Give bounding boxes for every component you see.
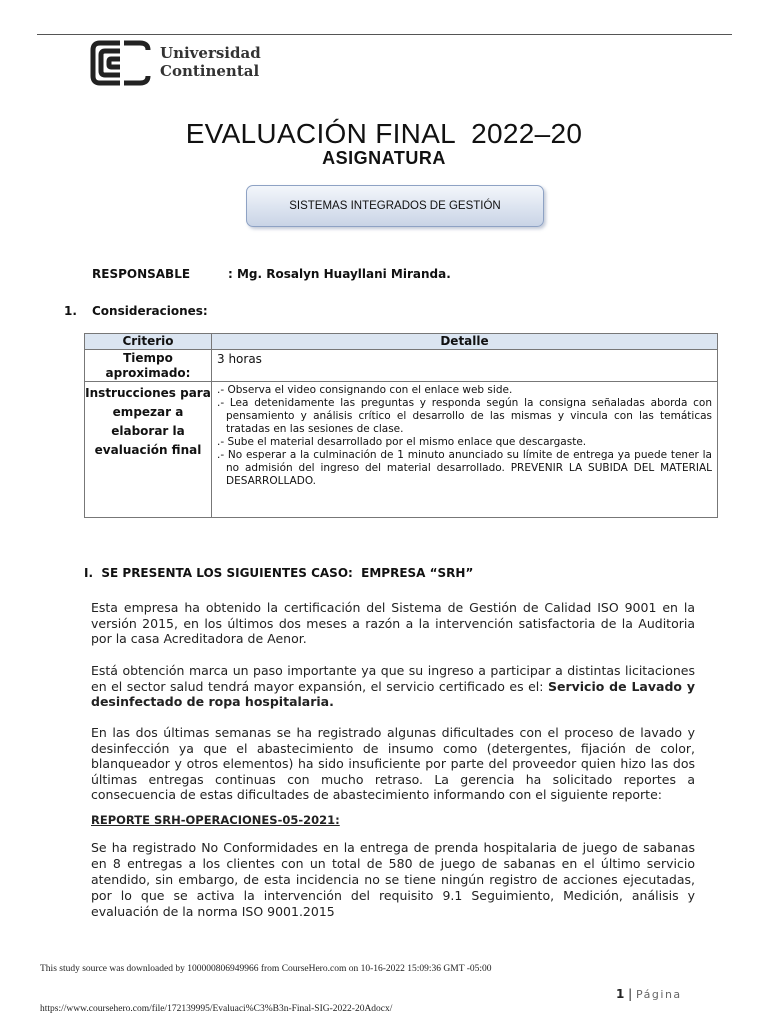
section-1-number: 1. [64, 304, 77, 318]
logo-line-1: Universidad [160, 44, 261, 62]
university-name [160, 44, 261, 80]
table-header-row [85, 334, 718, 350]
course-name: SISTEMAS INTEGRADOS DE GESTIÓN [289, 200, 501, 212]
page-separator: | [624, 987, 637, 1001]
service-name: Servicio de Lavado y desinfectado de ropa hospitalaria. [91, 678, 695, 709]
page-number-value: 1 [616, 987, 625, 1001]
paragraph-service [91, 663, 695, 710]
section-i-title: I. SE PRESENTA LOS SIGUIENTES CASO: EMPRESA “SRH” [84, 566, 474, 580]
header-detalle: Detalle [212, 334, 718, 350]
download-note: This study source was downloaded by 100000806949966 from CourseHero.com on 10-16-2022 15:09:36 GMT -05:00 [40, 964, 492, 974]
instructions-list [217, 384, 712, 488]
table-row [85, 350, 718, 382]
university-logo-icon [90, 40, 152, 86]
list-item: .- No esperar a la culminación de 1 minuto anunciado su límite de entrega ya puede tener la no admisión del ingreso del material desarrollado. PREVENIR LA SUBIDA DEL MATERIAL DESARROLLADO. [217, 449, 712, 487]
paragraph-difficulties: En las dos últimas semanas se ha registrado algunas dificultades con el proceso de lavado y desinfección ya que el abastecimiento de insumo como (detergentes, fijación de color, blanqueador y otros elementos) ha sido insuficiente por parte del proveedor quien hizo las dos últimas entregas continuas con mucho retraso. La gerencia ha solicitado reportes a consecuencia de estas dificultades de abastecimiento informando con el siguiente reporte: [91, 725, 695, 802]
responsable-label: RESPONSABLE [92, 267, 191, 281]
detail-time: 3 horas [212, 350, 718, 382]
logo-line-2: Continental [160, 62, 260, 80]
list-item: .- Lea detenidamente las preguntas y responda según la consigna señaladas aborda con pensamiento y análisis crítico el desarrollo de las mismas y vincula con las temáticas tratadas en las sesiones de clase. [217, 397, 712, 435]
detail-instructions [212, 382, 718, 518]
header-criterio: Criterio [85, 334, 212, 350]
responsable-value: : Mg. Rosalyn Huayllani Miranda. [228, 267, 451, 281]
criterion-instructions: Instrucciones para empezar a elaborar la evaluación final [85, 382, 212, 518]
page-number [616, 987, 682, 1001]
paragraph-certification: Esta empresa ha obtenido la certificación del Sistema de Gestión de Calidad ISO 9001 en la versión 2015, en los últimos dos meses a razón a la intervención satisfactoria de la Auditoria por la casa Acreditadora de Aenor. [91, 600, 695, 646]
table-row [85, 382, 718, 518]
list-item: .- Observa el video consignando con el enlace web side. [217, 384, 513, 396]
report-title: REPORTE SRH-OPERACIONES-05-2021: [91, 813, 340, 827]
page-label: Página [636, 988, 682, 1001]
list-item: .- Sube el material desarrollado por el mismo enlace que descargaste. [217, 436, 587, 448]
section-1-title: Consideraciones: [92, 304, 208, 318]
document-title: EVALUACIÓN FINAL 2022–20 [185, 118, 583, 149]
source-url: https://www.coursehero.com/file/172139995/Evaluaci%C3%B3n-Final-SIG-2022-20Adocx/ [40, 1004, 393, 1014]
header-rule [37, 34, 732, 35]
criteria-table [84, 333, 718, 518]
service-text: Está obtención marca un paso importante ya que su ingreso a participar a distintas licitaciones en el sector salud tendrá mayor expansión, el servicio certificado es el: [91, 663, 695, 694]
paragraph-report: Se ha registrado No Conformidades en la entrega de prenda hospitalaria de juego de sabanas en 8 entregas a los clientes con un total de 580 de juego de sabanas en el último servicio atendido, sin embargo, de esta incidencia no se tiene ningún registro de acciones ejecutadas, por lo que se activa la intervención del requisito 9.1 Seguimiento, Medición, análisis y evaluación de la norma ISO 9001.2015 [91, 840, 695, 919]
course-name-box [246, 185, 544, 227]
document-subtitle: ASIGNATURA [322, 148, 446, 168]
criterion-time: Tiempo aproximado: [85, 350, 212, 382]
